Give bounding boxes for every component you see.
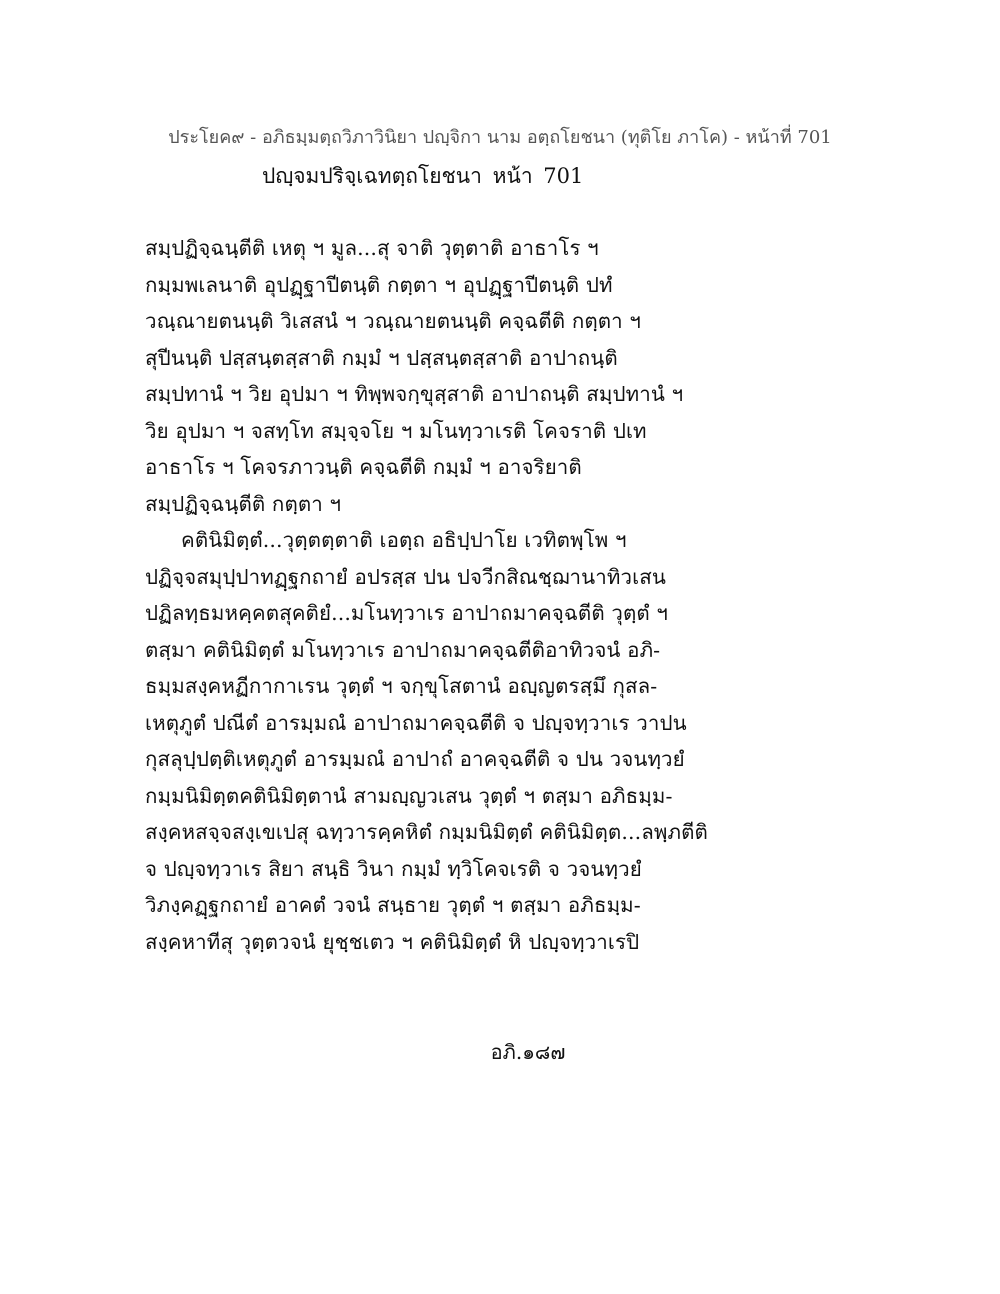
text-line: สมฺปฏิจฺฉนฺตีติ เหตุ ฯ มูล...สุ จาติ วุตฺตาติ อาธาโร ฯ: [145, 236, 599, 260]
text-line: สุปีนนฺติ ปสฺสนฺตสฺสาติ กมฺมํ ฯ ปสฺสนฺตสฺสาติ อาปาถนฺติ: [145, 345, 618, 370]
text-line: วณฺณายตนนฺติ วิเสสนํ ฯ วณฺณายตนนฺติ คจฺฉตีติ กตฺตา ฯ: [145, 309, 641, 333]
text-line: จ ปญฺจทฺวาเร สิยา สนฺธิ วินา กมฺมํ ทฺวิโคจเรติ จ วจนทฺวยํ: [145, 856, 642, 881]
section-heading: ปญฺจมปริจฺเฉทตฺถโยชนา หน้า 701: [262, 164, 584, 188]
text-line: กมฺมนิมิตฺตคตินิมิตฺตานํ สามญฺญวเสน วุตฺตํ ฯ ตสฺมา อภิธมฺม-: [145, 783, 673, 808]
running-header-text: ประโยค๙ - อภิธมฺมตฺถวิภาวินิยา ปญฺจิกา นาม อตฺถโยชนา (ทุติโย ภาโค) - หน้าที่ 701: [168, 127, 832, 148]
text-line: สงฺคหสจฺจสงฺเขเปสุ ฉทฺวารคฺคหิตํ กมฺมนิมิตฺตํ คตินิมิตฺต...ลพฺภตีติ: [145, 820, 708, 844]
footer-mark: อภิ.๑๘๗: [490, 1040, 566, 1064]
text-line: วิย อุปมา ฯ จสทฺโท สมฺจฺจโย ฯ มโนทฺวาเรติ โคจราติ ปเท: [145, 418, 647, 443]
text-line: กุสลุปฺปตฺติเหตุภูตํ อารมฺมณํ อาปาถํ อาคจฺฉตีติ จ ปน วจนทฺวยํ: [145, 747, 685, 771]
text-line: สมฺปฏิจฺฉนฺตีติ กตฺตา ฯ: [145, 491, 342, 516]
text-line: ธมฺมสงฺคหฏีกากาเรน วุตฺตํ ฯ จกฺขุโสตานํ อญฺญตรสฺมึ กุสล-: [145, 674, 658, 698]
body-text: [145, 230, 865, 960]
text-line: สงฺคหาทีสุ วุตฺตวจนํ ยุชฺชเตว ฯ คตินิมิตฺตํ หิ ปญฺจทฺวาเรปิ: [145, 929, 640, 954]
text-line: ตสฺมา คตินิมิตฺตํ มโนทฺวาเร อาปาถมาคจฺฉตีติอาทิวจนํ อภิ-: [145, 637, 661, 662]
text-line: วิภงฺคฏฺฐกถายํ อาคตํ วจนํ สนฺธาย วุตฺตํ ฯ ตสฺมา อภิธมฺม-: [145, 893, 641, 917]
text-line: ปฏิจฺจสมุปฺปาทฏฺฐกถายํ อปรสฺส ปน ปจวีกสิณชฺฌานาทิวเสน: [145, 564, 666, 589]
text-line: เหตุภูตํ ปณีตํ อารมฺมณํ อาปาถมาคจฺฉตีติ จ ปญฺจทฺวาเร วาปน: [145, 710, 687, 735]
text-line: อาธาโร ฯ โคจรภาวนฺติ คจฺฉตีติ กมฺมํ ฯ อาจริยาติ: [145, 455, 582, 479]
text-line: สมฺปทานํ ฯ วิย อุปมา ฯ ทิพฺพจกฺขุสฺสาติ อาปาถนฺติ สมฺปทานํ ฯ: [145, 382, 684, 406]
paragraph-first-line: คตินิมิตฺตํ...วุตฺตตฺตาติ เอตฺถ อธิปฺปาโย เวทิตพฺโพ ฯ: [181, 528, 627, 552]
text-line: ปฏิลทฺธมหคฺคตสุคติยํ...มโนทฺวาเร อาปาถมาคจฺฉตีติ วุตฺตํ ฯ: [145, 601, 669, 625]
text-line: กมฺมพเลนาติ อุปฏฺฐาปีตนฺติ กตฺตา ฯ อุปฏฺฐาปีตนฺติ ปทํ: [145, 272, 613, 297]
running-header: [0, 122, 1000, 151]
